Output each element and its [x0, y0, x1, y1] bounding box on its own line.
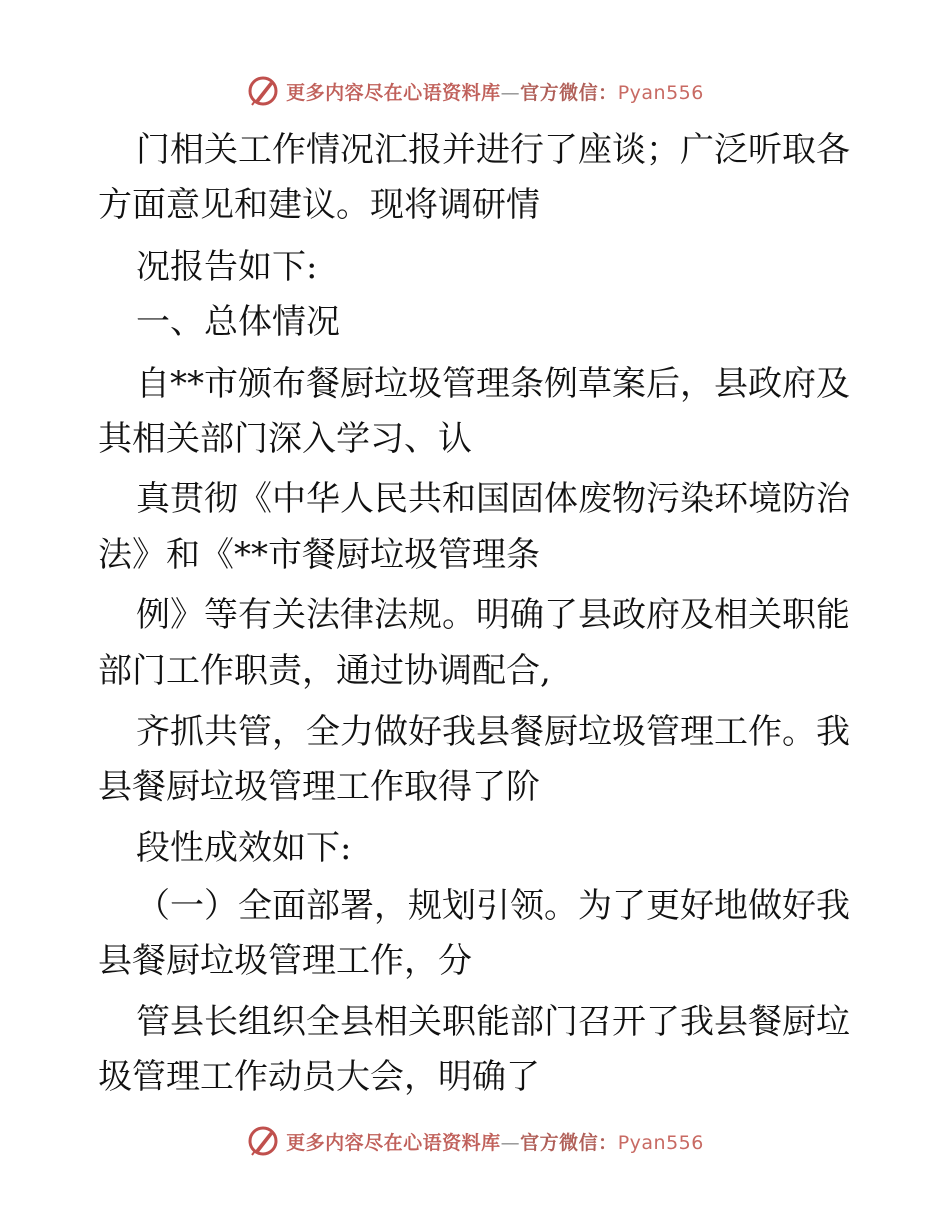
paragraph-line: 例》等有关法律法规。明确了县政府及相关职能 [136, 595, 850, 635]
paragraph-line: 县餐厨垃圾管理工作，分 [98, 941, 472, 981]
watermark-dash: — [500, 1131, 521, 1154]
footer-watermark [0, 1121, 950, 1161]
watermark-wechat-label: 官方微信： [520, 1131, 618, 1154]
watermark-wechat-id: Pyan556 [617, 81, 704, 104]
paragraph-line: 县餐厨垃圾管理工作取得了阶 [98, 767, 540, 807]
paragraph-line: 方面意见和建议。现将调研情 [98, 185, 540, 225]
watermark-main-text: 更多内容尽在心语资料库 [286, 1131, 501, 1154]
paragraph-line: 部门工作职责，通过协调配合, [98, 651, 551, 691]
watermark-wechat-id: Pyan556 [617, 1131, 704, 1154]
quill-pen-circle-icon [246, 74, 280, 108]
paragraph-line: 段性成效如下: [136, 828, 352, 868]
section-heading: 一、总体情况 [136, 302, 340, 342]
watermark-main-text: 更多内容尽在心语资料库 [286, 81, 501, 104]
watermark-wechat-label: 官方微信： [520, 81, 618, 104]
paragraph-line: 圾管理工作动员大会，明确了 [98, 1057, 540, 1097]
header-watermark [0, 71, 950, 111]
paragraph-line: 管县长组织全县相关职能部门召开了我县餐厨垃 [136, 1002, 850, 1042]
paragraph-line: 真贯彻《中华人民共和国固体废物污染环境防治 [136, 479, 850, 519]
paragraph-line: 法》和《**市餐厨垃圾管理条 [98, 535, 540, 575]
paragraph-line: （一）全面部署，规划引领。为了更好地做好我 [136, 886, 850, 926]
watermark-text [286, 78, 704, 105]
paragraph-line: 门相关工作情况汇报并进行了座谈；广泛听取各 [136, 130, 850, 170]
quill-pen-circle-icon [246, 1124, 280, 1158]
paragraph-line: 自**市颁布餐厨垃圾管理条例草案后，县政府及 [136, 364, 850, 404]
paragraph-line: 齐抓共管，全力做好我县餐厨垃圾管理工作。我 [136, 712, 850, 752]
paragraph-line: 况报告如下: [136, 247, 318, 287]
paragraph-line: 其相关部门深入学习、认 [98, 419, 472, 459]
watermark-text [286, 1128, 704, 1155]
watermark-dash: — [500, 81, 521, 104]
